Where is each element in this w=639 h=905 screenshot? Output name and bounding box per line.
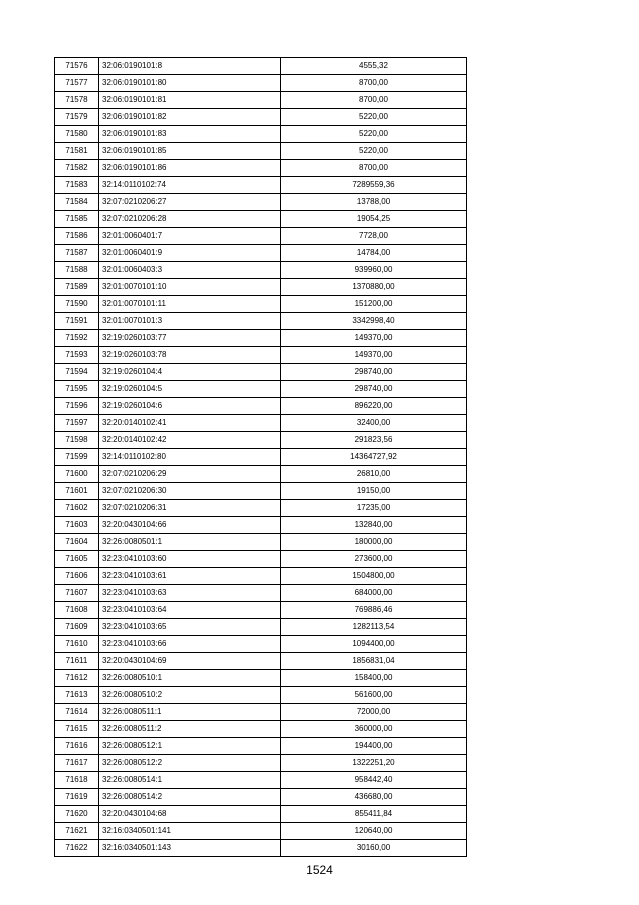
cadastral-number-cell: 32:26:0080512:1 [99, 738, 281, 755]
table-row [55, 177, 467, 194]
cadastral-value-cell: 684000,00 [281, 585, 467, 602]
cadastral-value-cell: 30160,00 [281, 840, 467, 857]
cadastral-number-cell: 32:19:0260104:6 [99, 398, 281, 415]
table-row [55, 58, 467, 75]
cadastral-number-cell: 32:19:0260103:78 [99, 347, 281, 364]
cadastral-number-cell: 32:23:0410103:61 [99, 568, 281, 585]
row-number-cell: 71614 [55, 704, 99, 721]
cadastral-number-cell: 32:26:0080510:2 [99, 687, 281, 704]
cadastral-number-cell: 32:01:0060401:9 [99, 245, 281, 262]
cadastral-value-cell: 8700,00 [281, 92, 467, 109]
cadastral-value-cell: 939960,00 [281, 262, 467, 279]
table-row [55, 432, 467, 449]
cadastral-number-cell: 32:26:0080511:1 [99, 704, 281, 721]
table-row [55, 806, 467, 823]
cadastral-number-cell: 32:26:0080514:1 [99, 772, 281, 789]
cadastral-value-cell: 1504800,00 [281, 568, 467, 585]
table-row [55, 296, 467, 313]
table-row [55, 466, 467, 483]
table-row [55, 721, 467, 738]
cadastral-value-cell: 7289559,36 [281, 177, 467, 194]
row-number-cell: 71588 [55, 262, 99, 279]
row-number-cell: 71616 [55, 738, 99, 755]
table-row [55, 602, 467, 619]
row-number-cell: 71587 [55, 245, 99, 262]
cadastral-number-cell: 32:06:0190101:83 [99, 126, 281, 143]
table-row [55, 194, 467, 211]
row-number-cell: 71603 [55, 517, 99, 534]
table-row [55, 449, 467, 466]
table-row [55, 228, 467, 245]
cadastral-number-cell: 32:23:0410103:65 [99, 619, 281, 636]
table-row [55, 568, 467, 585]
row-number-cell: 71584 [55, 194, 99, 211]
table-row [55, 636, 467, 653]
table-row [55, 347, 467, 364]
table-row [55, 109, 467, 126]
registry-table [54, 57, 467, 857]
table-row [55, 823, 467, 840]
cadastral-number-cell: 32:07:0210206:29 [99, 466, 281, 483]
cadastral-number-cell: 32:26:0080514:2 [99, 789, 281, 806]
table-row [55, 262, 467, 279]
table-row [55, 160, 467, 177]
row-number-cell: 71593 [55, 347, 99, 364]
table-row [55, 772, 467, 789]
cadastral-number-cell: 32:26:0080510:1 [99, 670, 281, 687]
cadastral-number-cell: 32:14:0110102:80 [99, 449, 281, 466]
cadastral-number-cell: 32:01:0070101:11 [99, 296, 281, 313]
cadastral-value-cell: 13788,00 [281, 194, 467, 211]
cadastral-value-cell: 4555,32 [281, 58, 467, 75]
cadastral-value-cell: 436680,00 [281, 789, 467, 806]
cadastral-value-cell: 561600,00 [281, 687, 467, 704]
table-row [55, 789, 467, 806]
cadastral-value-cell: 149370,00 [281, 347, 467, 364]
cadastral-value-cell: 19054,25 [281, 211, 467, 228]
cadastral-value-cell: 958442,40 [281, 772, 467, 789]
row-number-cell: 71611 [55, 653, 99, 670]
row-number-cell: 71597 [55, 415, 99, 432]
cadastral-value-cell: 298740,00 [281, 364, 467, 381]
cadastral-value-cell: 17235,00 [281, 500, 467, 517]
cadastral-value-cell: 8700,00 [281, 160, 467, 177]
table-row [55, 483, 467, 500]
row-number-cell: 71617 [55, 755, 99, 772]
cadastral-number-cell: 32:06:0190101:82 [99, 109, 281, 126]
cadastral-value-cell: 769886,46 [281, 602, 467, 619]
row-number-cell: 71594 [55, 364, 99, 381]
cadastral-value-cell: 151200,00 [281, 296, 467, 313]
cadastral-number-cell: 32:26:0080512:2 [99, 755, 281, 772]
cadastral-value-cell: 158400,00 [281, 670, 467, 687]
table-row [55, 704, 467, 721]
cadastral-value-cell: 5220,00 [281, 143, 467, 160]
cadastral-number-cell: 32:06:0190101:85 [99, 143, 281, 160]
table-row [55, 381, 467, 398]
cadastral-value-cell: 149370,00 [281, 330, 467, 347]
row-number-cell: 71602 [55, 500, 99, 517]
cadastral-value-cell: 194400,00 [281, 738, 467, 755]
row-number-cell: 71618 [55, 772, 99, 789]
row-number-cell: 71604 [55, 534, 99, 551]
cadastral-number-cell: 32:01:0060403:3 [99, 262, 281, 279]
cadastral-value-cell: 180000,00 [281, 534, 467, 551]
row-number-cell: 71581 [55, 143, 99, 160]
cadastral-number-cell: 32:16:0340501:141 [99, 823, 281, 840]
cadastral-value-cell: 72000,00 [281, 704, 467, 721]
page-number: 1524 [306, 863, 333, 877]
row-number-cell: 71621 [55, 823, 99, 840]
row-number-cell: 71582 [55, 160, 99, 177]
cadastral-number-cell: 32:07:0210206:31 [99, 500, 281, 517]
table-row [55, 517, 467, 534]
cadastral-number-cell: 32:01:0060401:7 [99, 228, 281, 245]
cadastral-value-cell: 1282113,54 [281, 619, 467, 636]
cadastral-number-cell: 32:20:0430104:69 [99, 653, 281, 670]
cadastral-number-cell: 32:20:0140102:42 [99, 432, 281, 449]
cadastral-value-cell: 132840,00 [281, 517, 467, 534]
cadastral-value-cell: 896220,00 [281, 398, 467, 415]
row-number-cell: 71608 [55, 602, 99, 619]
cadastral-number-cell: 32:16:0340501:143 [99, 840, 281, 857]
table-row [55, 840, 467, 857]
row-number-cell: 71578 [55, 92, 99, 109]
row-number-cell: 71620 [55, 806, 99, 823]
cadastral-number-cell: 32:06:0190101:81 [99, 92, 281, 109]
table-row [55, 245, 467, 262]
table-row [55, 211, 467, 228]
row-number-cell: 71601 [55, 483, 99, 500]
row-number-cell: 71612 [55, 670, 99, 687]
cadastral-number-cell: 32:01:0070101:3 [99, 313, 281, 330]
table-row [55, 670, 467, 687]
row-number-cell: 71585 [55, 211, 99, 228]
cadastral-number-cell: 32:23:0410103:66 [99, 636, 281, 653]
table-row [55, 330, 467, 347]
row-number-cell: 71619 [55, 789, 99, 806]
row-number-cell: 71595 [55, 381, 99, 398]
table-row [55, 126, 467, 143]
cadastral-number-cell: 32:19:0260104:5 [99, 381, 281, 398]
cadastral-value-cell: 298740,00 [281, 381, 467, 398]
row-number-cell: 71591 [55, 313, 99, 330]
cadastral-number-cell: 32:07:0210206:28 [99, 211, 281, 228]
row-number-cell: 71592 [55, 330, 99, 347]
row-number-cell: 71609 [55, 619, 99, 636]
row-number-cell: 71580 [55, 126, 99, 143]
row-number-cell: 71600 [55, 466, 99, 483]
cadastral-number-cell: 32:19:0260103:77 [99, 330, 281, 347]
cadastral-number-cell: 32:19:0260104:4 [99, 364, 281, 381]
cadastral-number-cell: 32:20:0430104:68 [99, 806, 281, 823]
cadastral-number-cell: 32:20:0140102:41 [99, 415, 281, 432]
table-row [55, 313, 467, 330]
row-number-cell: 71596 [55, 398, 99, 415]
table-row [55, 92, 467, 109]
cadastral-value-cell: 19150,00 [281, 483, 467, 500]
cadastral-number-cell: 32:26:0080501:1 [99, 534, 281, 551]
row-number-cell: 71607 [55, 585, 99, 602]
cadastral-value-cell: 1856831,04 [281, 653, 467, 670]
row-number-cell: 71622 [55, 840, 99, 857]
cadastral-value-cell: 5220,00 [281, 126, 467, 143]
row-number-cell: 71590 [55, 296, 99, 313]
cadastral-number-cell: 32:14:0110102:74 [99, 177, 281, 194]
cadastral-value-cell: 7728,00 [281, 228, 467, 245]
row-number-cell: 71576 [55, 58, 99, 75]
registry-table-body [55, 58, 467, 857]
row-number-cell: 71579 [55, 109, 99, 126]
cadastral-number-cell: 32:23:0410103:63 [99, 585, 281, 602]
cadastral-value-cell: 5220,00 [281, 109, 467, 126]
table-row [55, 415, 467, 432]
row-number-cell: 71599 [55, 449, 99, 466]
row-number-cell: 71613 [55, 687, 99, 704]
cadastral-value-cell: 273600,00 [281, 551, 467, 568]
table-row [55, 585, 467, 602]
row-number-cell: 71589 [55, 279, 99, 296]
table-row [55, 687, 467, 704]
cadastral-value-cell: 1370880,00 [281, 279, 467, 296]
row-number-cell: 71577 [55, 75, 99, 92]
table-row [55, 75, 467, 92]
row-number-cell: 71605 [55, 551, 99, 568]
row-number-cell: 71583 [55, 177, 99, 194]
table-row [55, 500, 467, 517]
row-number-cell: 71615 [55, 721, 99, 738]
table-row [55, 398, 467, 415]
cadastral-value-cell: 1094400,00 [281, 636, 467, 653]
cadastral-number-cell: 32:23:0410103:60 [99, 551, 281, 568]
table-row [55, 534, 467, 551]
cadastral-value-cell: 1322251,20 [281, 755, 467, 772]
cadastral-number-cell: 32:01:0070101:10 [99, 279, 281, 296]
cadastral-value-cell: 8700,00 [281, 75, 467, 92]
row-number-cell: 71586 [55, 228, 99, 245]
table-row [55, 143, 467, 160]
cadastral-number-cell: 32:07:0210206:27 [99, 194, 281, 211]
table-row [55, 364, 467, 381]
table-row [55, 279, 467, 296]
cadastral-value-cell: 14364727,92 [281, 449, 467, 466]
table-row [55, 653, 467, 670]
cadastral-number-cell: 32:06:0190101:86 [99, 160, 281, 177]
cadastral-value-cell: 855411,84 [281, 806, 467, 823]
cadastral-number-cell: 32:23:0410103:64 [99, 602, 281, 619]
table-row [55, 619, 467, 636]
cadastral-value-cell: 120640,00 [281, 823, 467, 840]
cadastral-number-cell: 32:06:0190101:8 [99, 58, 281, 75]
cadastral-value-cell: 32400,00 [281, 415, 467, 432]
cadastral-value-cell: 14784,00 [281, 245, 467, 262]
cadastral-value-cell: 291823,56 [281, 432, 467, 449]
row-number-cell: 71598 [55, 432, 99, 449]
cadastral-value-cell: 26810,00 [281, 466, 467, 483]
row-number-cell: 71606 [55, 568, 99, 585]
row-number-cell: 71610 [55, 636, 99, 653]
cadastral-number-cell: 32:06:0190101:80 [99, 75, 281, 92]
cadastral-number-cell: 32:20:0430104:66 [99, 517, 281, 534]
table-row [55, 738, 467, 755]
cadastral-number-cell: 32:07:0210206:30 [99, 483, 281, 500]
table-row [55, 755, 467, 772]
cadastral-value-cell: 3342998,40 [281, 313, 467, 330]
cadastral-number-cell: 32:26:0080511:2 [99, 721, 281, 738]
table-row [55, 551, 467, 568]
cadastral-value-cell: 360000,00 [281, 721, 467, 738]
